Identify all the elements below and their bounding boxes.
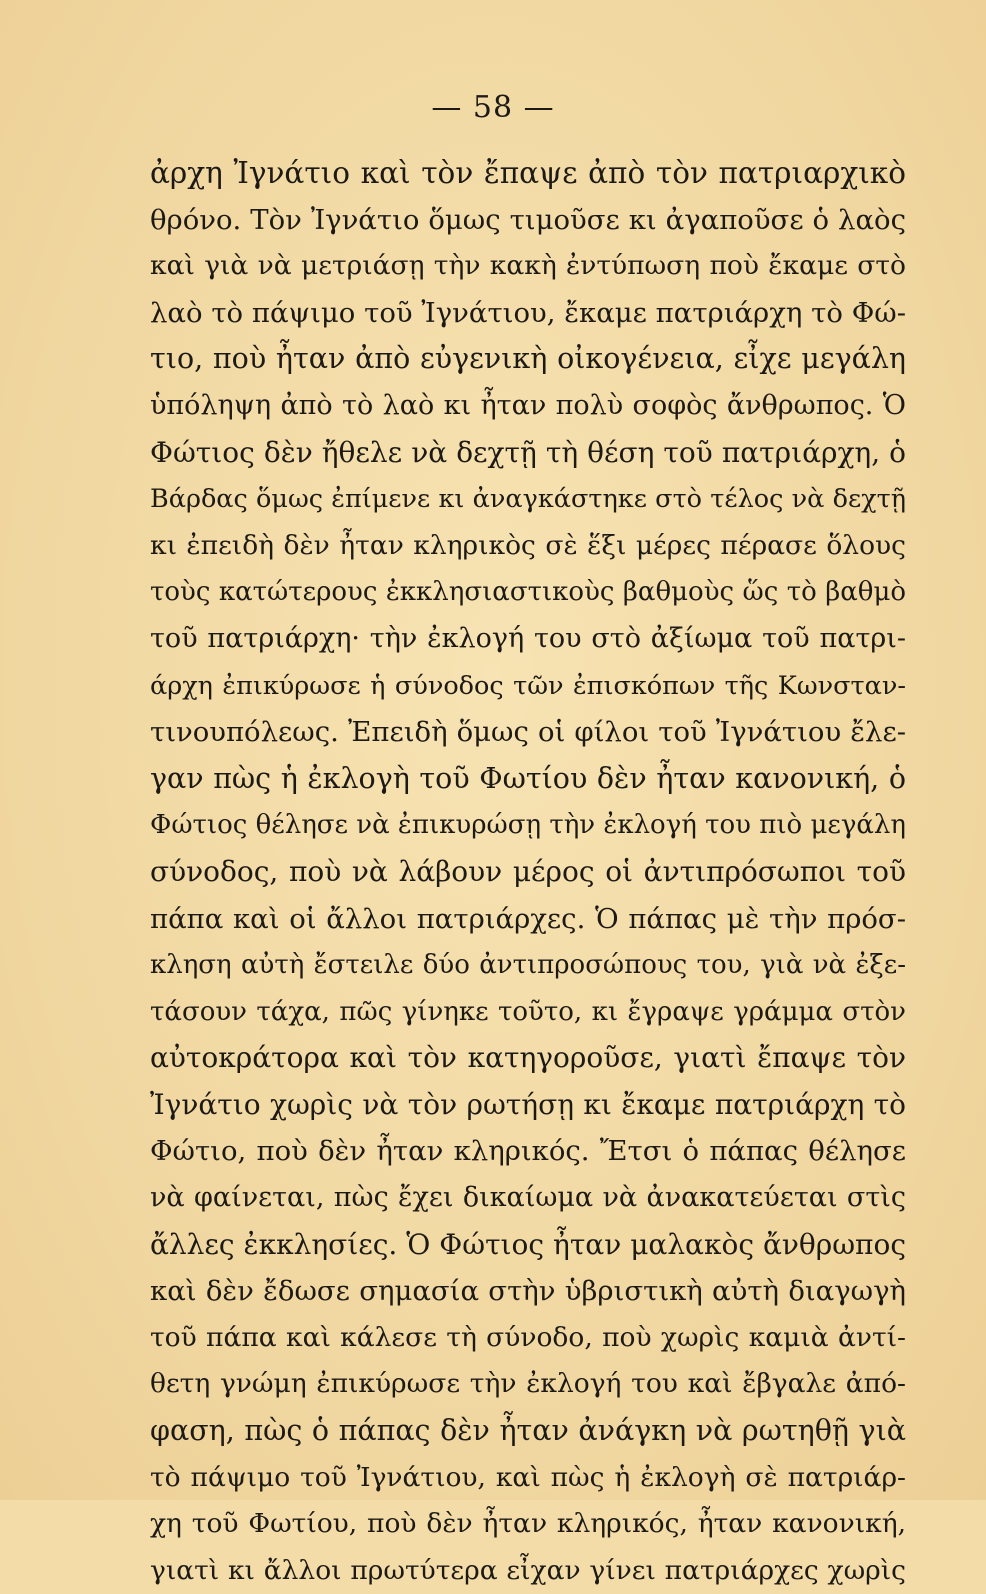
text-line: άρχη ἐπικύρωσε ἡ σύνοδος τῶν ἐπισκόπων τῆς Κωνσταν- — [150, 670, 906, 701]
text-line: τινουπόλεως. Ἐπειδὴ ὅμως οἱ φίλοι τοῦ Ἰγνάτιου ἔλε- — [150, 716, 906, 749]
text-line: αὐτοκράτορα καὶ τὸν κατηγοροῦσε, γιατὶ ἔπαψε τὸν — [150, 1041, 906, 1075]
text-line: καὶ δὲν ἔδωσε σημασία στὴν ὑβριστικὴ αὐτὴ διαγωγὴ — [150, 1275, 906, 1308]
text-line: τάσουν τάχα, πῶς γίνηκε τοῦτο, κι ἔγραψε γράμμα στὸν — [150, 996, 906, 1027]
text-line: θετη γνώμη ἐπικύρωσε τὴν ἐκλογή του καὶ ἔβγαλε ἀπό- — [150, 1368, 906, 1400]
text-line: ὑπόληψη ἀπὸ τὸ λαὸ κι ἦταν πολὺ σοφὸς ἄνθρωπος. Ὁ — [150, 389, 906, 421]
text-line: πάπα καὶ οἱ ἄλλοι πατριάρχες. Ὁ πάπας μὲ τὴν πρόσ- — [150, 902, 906, 935]
text-line: γαν πὼς ἡ ἐκλογὴ τοῦ Φωτίου δὲν ἦταν κανονική, ὁ — [150, 761, 906, 795]
text-line: Φώτιο, ποὺ δὲν ἦταν κληρικός. Ἔτσι ὁ πάπας θέλησε — [150, 1135, 906, 1168]
text-line: γιατὶ κι ἄλλοι πρωτύτερα εἶχαν γίνει πατριάρχες χωρὶς — [150, 1554, 906, 1586]
text-line: κι ἐπειδὴ δὲν ἦταν κληρικὸς σὲ ἕξι μέρες πέρασε ὅλους — [150, 529, 906, 561]
text-line: ἄλλες ἐκκλησίες. Ὁ Φώτιος ἦταν μαλακὸς ἄνθρωπος — [150, 1227, 906, 1261]
text-line: τοῦ πάπα καὶ κάλεσε τὴ σύνοδο, ποὺ χωρὶς καμιὰ ἀντί- — [150, 1321, 906, 1353]
text-line: σύνοδος, ποὺ νὰ λάβουν μέρος οἱ ἀντιπρόσωποι τοῦ — [150, 854, 906, 888]
text-line: τοὺς κατώτερους ἐκκλησιαστικοὺς βαθμοὺς ὥς τὸ βαθμὸ — [150, 577, 906, 608]
text-line: Βάρδας ὅμως ἐπίμενε κι ἀναγκάστηκε στὸ τέλος νὰ δεχτῇ — [150, 484, 906, 515]
text-line: ἀρχη Ἰγνάτιο καὶ τὸν ἔπαψε ἀπὸ τὸν πατριαρχικὸ — [150, 156, 906, 190]
text-line: λαὸ τὸ πάψιμο τοῦ Ἰγνάτιου, ἔκαμε πατριάρχη τὸ Φώ- — [150, 296, 906, 329]
text-line: χη τοῦ Φωτίου, ποὺ δὲν ἦταν κληρικός, ἦταν κανονική, — [150, 1508, 906, 1540]
text-line: Φώτιος θέλησε νὰ ἐπικυρώσῃ τὴν ἐκλογή του πιὸ μεγάλη — [150, 810, 906, 841]
text-line: καὶ γιὰ νὰ μετριάσῃ τὴν κακὴ ἐντύπωση ποὺ ἔκαμε στὸ — [150, 250, 906, 282]
page-number: — 58 — — [431, 90, 555, 125]
text-line: τοῦ πατριάρχη· τὴν ἐκλογή του στὸ ἀξίωμα τοῦ πατρι- — [150, 622, 906, 654]
text-line: θρόνο. Τὸν Ἰγνάτιο ὅμως τιμοῦσε κι ἀγαποῦσε ὁ λαὸς — [150, 203, 906, 236]
text-line: Φώτιος δὲν ἤθελε νὰ δεχτῇ τὴ θέση τοῦ πατριάρχη, ὁ — [150, 435, 906, 469]
text-line: τὸ πάψιμο τοῦ Ἰγνάτιου, καὶ πὼς ἡ ἐκλογὴ σὲ πατριάρ- — [150, 1461, 906, 1493]
text-line: τιο, ποὺ ἦταν ἀπὸ εὐγενικὴ οἰκογένεια, εἶχε μεγάλη — [150, 342, 906, 376]
text-line: Ἰγνάτιο χωρὶς νὰ τὸν ρωτήσῃ κι ἔκαμε πατριάρχη τὸ — [150, 1087, 906, 1121]
body-text — [150, 150, 906, 1594]
text-line: κληση αὐτὴ ἔστειλε δύο ἀντιπροσώπους του, γιὰ νὰ ἐξε- — [150, 950, 906, 981]
text-line: φαση, πὼς ὁ πάπας δὲν ἦταν ἀνάγκη νὰ ρωτηθῇ γιὰ — [150, 1414, 906, 1448]
text-line: νὰ φαίνεται, πὼς ἔχει δικαίωμα νὰ ἀνακατεύεται στὶς — [150, 1182, 906, 1214]
